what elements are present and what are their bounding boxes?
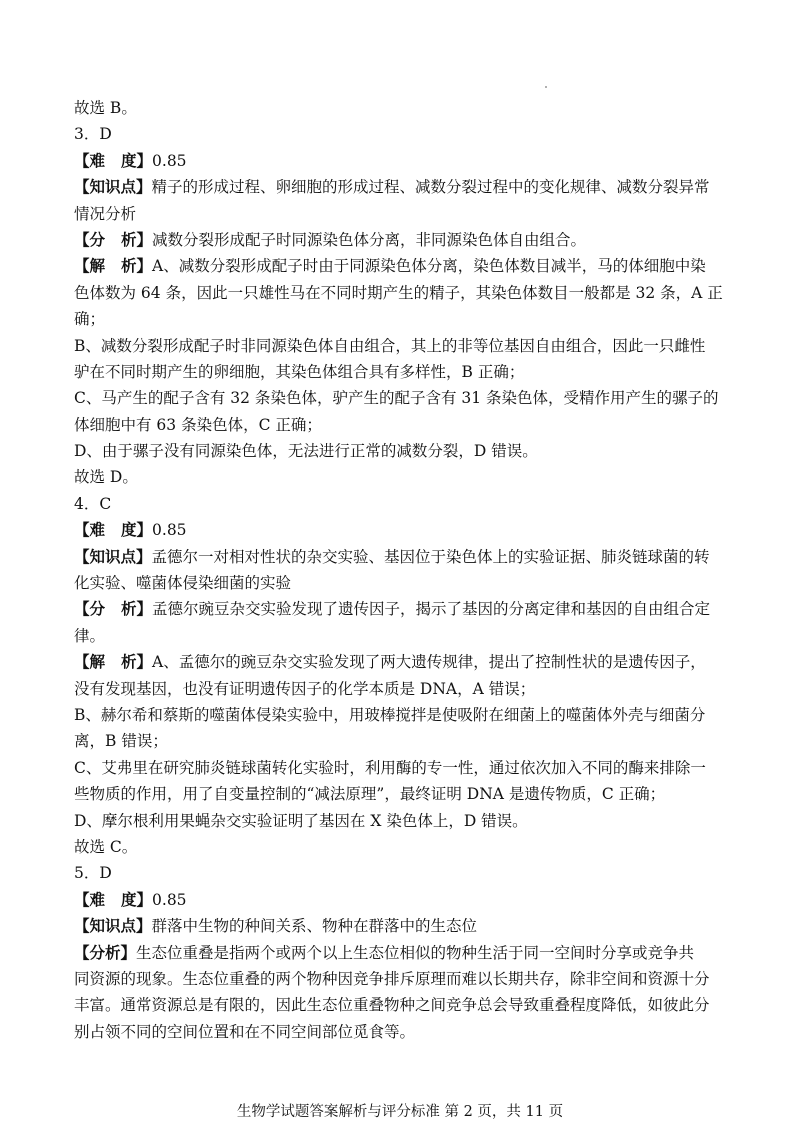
text-line — [74, 438, 734, 464]
line-text: 精子的形成过程、卵细胞的形成过程、减数分裂过程中的变化规律、减数分裂异常 — [151, 178, 710, 197]
text-line — [74, 359, 734, 385]
text-line — [74, 148, 734, 174]
question-number — [74, 860, 734, 886]
section-label: 【解 析】 — [74, 256, 153, 276]
text-line — [74, 306, 734, 332]
line-text: 0.85 — [152, 890, 187, 909]
line-text: 同资源的现象。生态位重叠的两个物种因竞争排斥原理而难以长期共存，除非空间和资源十分 — [74, 969, 710, 988]
text-line — [74, 201, 734, 227]
line-text: A、孟德尔的豌豆杂交实验发现了两大遗传规律，提出了控制性状的是遗传因子， — [152, 653, 706, 672]
text-line — [74, 412, 734, 438]
text-line — [74, 623, 734, 649]
text-line — [74, 808, 734, 834]
text-line — [74, 95, 734, 121]
section-label: 【难 度】 — [74, 150, 153, 170]
line-text: 色体数为 64 条，因此一只雄性马在不同时期产生的精子，其染色体数目一般都是 32 条，A 正 — [74, 283, 723, 302]
line-text: 群落中生物的种间关系、物种在群落中的生态位 — [151, 917, 478, 936]
line-text: 故选 D。 — [74, 468, 138, 487]
text-line — [74, 676, 734, 702]
text-line — [74, 253, 734, 279]
line-text: D、摩尔根利用果蝇杂交实验证明了基因在 X 染色体上，D 错误。 — [74, 811, 528, 830]
line-text: 确； — [74, 310, 106, 329]
text-line — [74, 781, 734, 807]
line-text: 些物质的作用，用了自变量控制的“减法原理”，最终证明 DNA 是遗传物质，C 正确； — [74, 785, 666, 804]
line-text: 体细胞中有 63 条染色体，C 正确； — [74, 415, 322, 434]
line-text: C、艾弗里在研究肺炎链球菌转化实验时，利用酶的专一性，通过依次加入不同的酶来排除一 — [74, 758, 706, 777]
line-text: 没有发现基因，也没有证明遗传因子的化学本质是 DNA，A 错误； — [74, 679, 536, 698]
scan-speck — [545, 86, 547, 88]
line-text: 别占领不同的空间位置和在不同空间部位觅食等。 — [74, 1022, 416, 1041]
section-label: 【分析】 — [74, 942, 137, 962]
section-label: 【难 度】 — [74, 889, 153, 909]
line-text: 故选 B。 — [74, 99, 137, 117]
line-text: C、马产生的配子含有 32 条染色体，驴产生的配子含有 31 条染色体，受精作用产生的骡子的 — [74, 389, 719, 408]
line-text: 驴在不同时期产生的卵细胞，其染色体组合具有多样性，B 正确； — [74, 362, 525, 381]
section-label: 【解 析】 — [74, 652, 153, 672]
line-text: 孟德尔一对相对性状的杂交实验、基因位于染色体上的实验证据、肺炎链球菌的转 — [151, 547, 710, 566]
line-text: D、由于骡子没有同源染色体，无法进行正常的减数分裂，D 错误。 — [74, 442, 538, 461]
text-line — [74, 940, 734, 966]
line-text: 情况分析 — [74, 204, 137, 223]
line-text: 5．D — [74, 864, 112, 883]
line-text: 孟德尔豌豆杂交实验发现了遗传因子，揭示了基因的分离定律和基因的自由组合定 — [152, 600, 711, 619]
line-text: 4．C — [74, 494, 112, 513]
text-line — [74, 227, 734, 253]
text-line — [74, 887, 734, 913]
text-line — [74, 966, 734, 992]
text-line — [74, 649, 734, 675]
text-line — [74, 596, 734, 622]
line-text: 离，B 错误； — [74, 732, 168, 751]
line-text: B、赫尔希和蔡斯的噬菌体侵染实验中，用玻棒搅拌是使吸附在细菌上的噬菌体外壳与细菌分 — [74, 705, 706, 724]
line-text: B、减数分裂形成配子时非同源染色体自由组合，其上的非等位基因自由组合，因此一只雌性 — [74, 336, 706, 355]
page-footer: 生物学试题答案解析与评分标准 第 2 页，共 11 页 — [236, 1104, 564, 1120]
text-line — [74, 992, 734, 1018]
text-line — [74, 280, 734, 306]
line-text: 减数分裂形成配子时同源染色体分离，非同源染色体自由组合。 — [152, 230, 587, 249]
text-line — [74, 728, 734, 754]
text-line — [74, 174, 734, 200]
answer-content — [74, 95, 734, 1045]
line-text: 生态位重叠是指两个或两个以上生态位相似的物种生活于同一空间时分享或竞争共 — [136, 943, 695, 962]
text-line — [74, 755, 734, 781]
line-text: 故选 C。 — [74, 837, 138, 856]
section-label: 【知识点】 — [74, 916, 152, 936]
line-text: 化实验、噬菌体侵染细菌的实验 — [74, 574, 292, 593]
text-line — [74, 517, 734, 543]
text-line — [74, 702, 734, 728]
question-number — [74, 121, 734, 147]
text-line — [74, 834, 734, 860]
line-text: 丰富。通常资源总是有限的，因此生态位重叠物种之间竞争总会导致重叠程度降低，如彼此分 — [74, 996, 710, 1015]
line-text: 律。 — [74, 626, 106, 645]
text-line — [74, 913, 734, 939]
section-label: 【知识点】 — [74, 177, 152, 197]
line-text: 0.85 — [152, 521, 187, 540]
line-text: A、减数分裂形成配子时由于同源染色体分离，染色体数目减半，马的体细胞中染 — [152, 257, 706, 276]
text-line — [74, 464, 734, 490]
section-label: 【知识点】 — [74, 546, 152, 566]
line-text: 0.85 — [152, 151, 187, 170]
section-label: 【分 析】 — [74, 229, 153, 249]
section-label: 【分 析】 — [74, 599, 153, 619]
line-text: 3．D — [74, 125, 112, 144]
text-line — [74, 570, 734, 596]
text-line — [74, 544, 734, 570]
question-number — [74, 491, 734, 517]
section-label: 【难 度】 — [74, 520, 153, 540]
text-line — [74, 1019, 734, 1045]
text-line — [74, 385, 734, 411]
text-line — [74, 333, 734, 359]
